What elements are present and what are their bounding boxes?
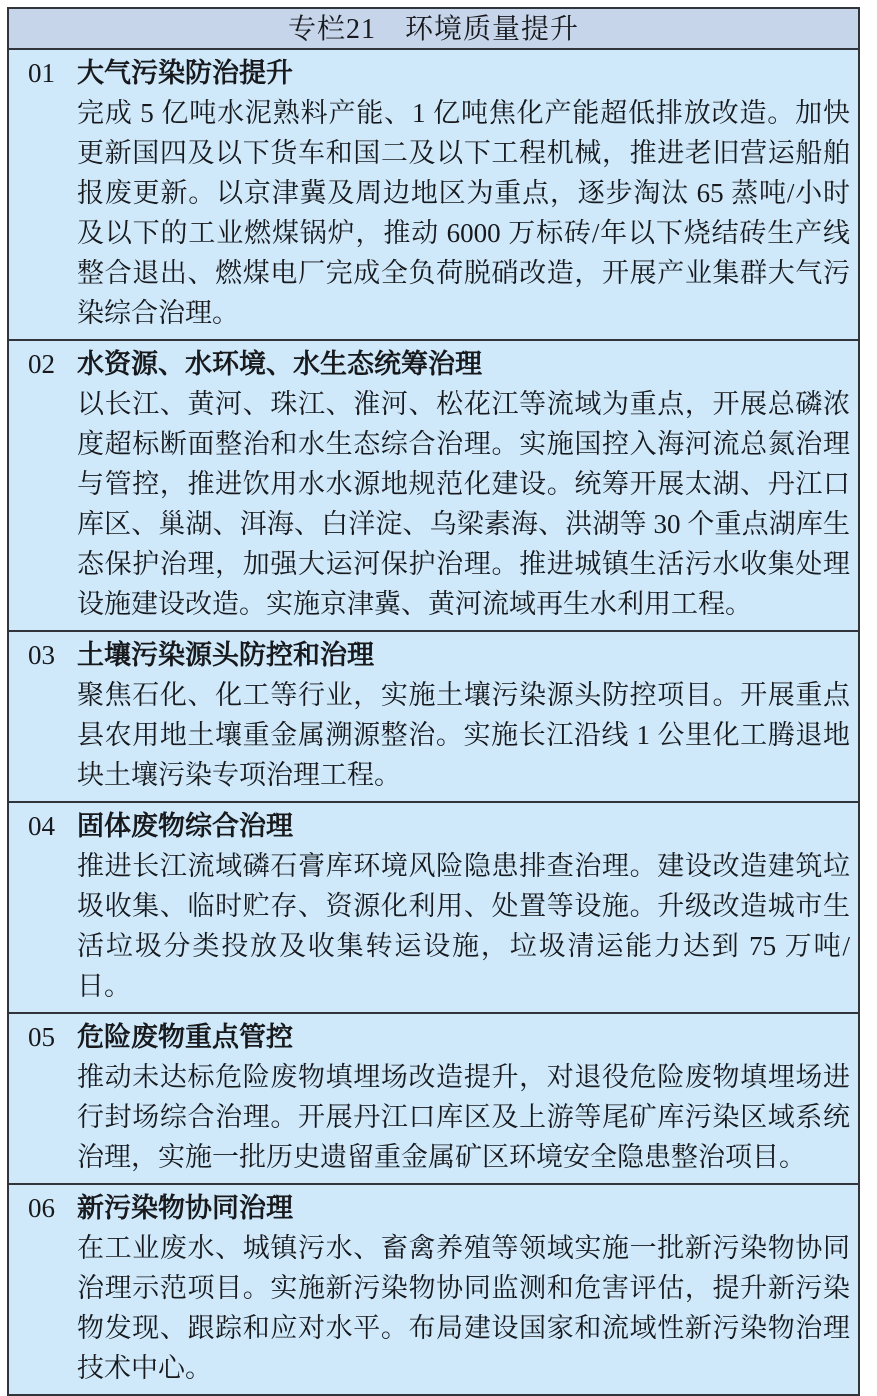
section-02-water: [9, 341, 858, 632]
section-title: 危险废物重点管控: [77, 1022, 293, 1052]
section-number: 04: [28, 811, 55, 841]
column-21-panel: [7, 7, 860, 1396]
section-title: 水资源、水环境、水生态统筹治理: [77, 349, 482, 379]
section-body-text: 以长江、黄河、珠江、淮河、松花江等流域为重点，开展总磷浓度超标断面整治和水生态综合治理。实施国控入海河流总氮治理与管控，推进饮用水水源地规范化建设。统筹开展太湖、丹江口库区、巢湖、洱海、白洋淀、乌梁素海、洪湖等 30 个重点湖库生态保护治理，加强大运河保护治理。推进城镇生活污水收集处理设施建设改造。实施京津冀、黄河流域再生水利用工程。: [77, 389, 850, 619]
section-number: 01: [28, 58, 55, 88]
section-body-text: 推进长江流域磷石膏库环境风险隐患排查治理。建设改造建筑垃圾收集、临时贮存、资源化利用、处置等设施。升级改造城市生活垃圾分类投放及收集转运设施，垃圾清运能力达到 75 万吨/日。: [77, 851, 850, 1001]
section-body-text: 推动未达标危险废物填埋场改造提升，对退役危险废物填埋场进行封场综合治理。开展丹江口库区及上游等尾矿库污染区域系统治理，实施一批历史遗留重金属矿区环境安全隐患整治项目。: [77, 1062, 850, 1172]
section-03-soil: [9, 632, 858, 803]
section-title: 大气污染防治提升: [77, 58, 293, 88]
section-body-text: 在工业废水、城镇污水、畜禽养殖等领域实施一批新污染物协同治理示范项目。实施新污染物协同监测和危害评估，提升新污染物发现、跟踪和应对水平。布局建设国家和流域性新污染物治理技术中心。: [77, 1233, 850, 1383]
section-heading-row: [9, 635, 858, 675]
section-heading-row: [9, 53, 858, 93]
section-heading-row: [9, 344, 858, 384]
section-heading-row: [9, 1017, 858, 1057]
section-06-new-pollutants: [9, 1185, 858, 1394]
section-title: 新污染物协同治理: [77, 1193, 293, 1223]
section-number: 05: [28, 1022, 55, 1052]
section-01-air-pollution: [9, 50, 858, 341]
section-number: 02: [28, 349, 55, 379]
panel-title: 专栏21 环境质量提升: [9, 9, 858, 50]
section-04-solid-waste: [9, 803, 858, 1014]
section-body-text: 聚焦石化、化工等行业，实施土壤污染源头防控项目。开展重点县农用地土壤重金属溯源整治。实施长江沿线 1 公里化工腾退地块土壤污染专项治理工程。: [77, 680, 850, 790]
section-title: 固体废物综合治理: [77, 811, 293, 841]
section-number: 06: [28, 1193, 55, 1223]
section-body-text: 完成 5 亿吨水泥熟料产能、1 亿吨焦化产能超低排放改造。加快更新国四及以下货车和国二及以下工程机械，推进老旧营运船舶报废更新。以京津冀及周边地区为重点，逐步淘汰 65 蒸吨/小时及以下的工业燃煤锅炉，推动 6000 万标砖/年以下烧结砖生产线整合退出、燃煤电厂完成全负荷脱硝改造，开展产业集群大气污染综合治理。: [77, 98, 850, 328]
section-05-hazardous-waste: [9, 1014, 858, 1185]
section-number: 03: [28, 640, 55, 670]
section-title: 土壤污染源头防控和治理: [77, 640, 374, 670]
section-heading-row: [9, 1188, 858, 1228]
section-heading-row: [9, 806, 858, 846]
